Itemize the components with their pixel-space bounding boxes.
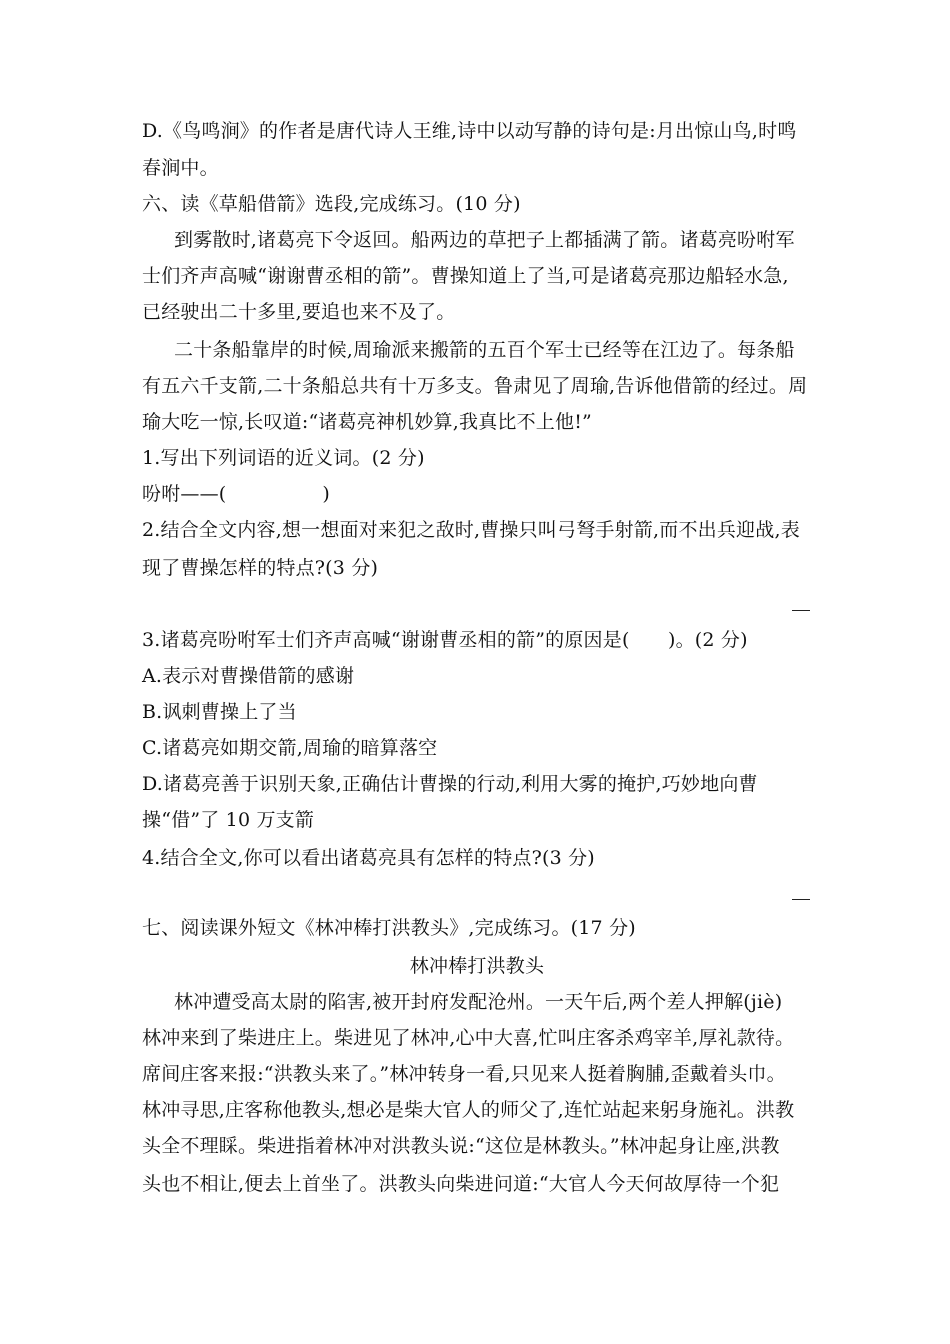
option-d-line-2: 春涧中。 xyxy=(142,157,219,179)
question-2-line-1: 2.结合全文内容,想一想面对来犯之敌时,曹操只叫弓弩手射箭,而不出兵迎战,表 xyxy=(142,519,800,541)
story-title: 林冲棒打洪教头 xyxy=(409,955,545,977)
question-3-option-a: A.表示对曹操借箭的感谢 xyxy=(142,665,355,687)
question-1-answer-blank[interactable]: 吩咐——( ) xyxy=(142,483,331,505)
question-3: 3.诸葛亮吩咐军士们齐声高喊“谢谢曹丞相的箭”的原因是( )。(2 分) xyxy=(142,629,748,651)
passage-2-line-3: 瑜大吃一惊,长叹道:“诸葛亮神机妙算,我真比不上他!” xyxy=(142,411,592,433)
passage-1-line-1: 到雾散时,诸葛亮下令返回。船两边的草把子上都插满了箭。诸葛亮吩咐军 xyxy=(174,229,795,251)
passage-2-line-2: 有五六千支箭,二十条船总共有十万多支。鲁肃见了周瑜,告诉他借箭的经过。周 xyxy=(142,375,808,397)
story-line-4: 林冲寻思,庄客称他教头,想必是柴大官人的师父了,连忙站起来躬身施礼。洪教 xyxy=(142,1099,795,1121)
story-line-3: 席间庄客来报:“洪教头来了。”林冲转身一看,只见来人挺着胸脯,歪戴着头巾。 xyxy=(142,1063,786,1085)
option-d-line-1: D.《鸟鸣涧》的作者是唐代诗人王维,诗中以动写静的诗句是:月出惊山鸟,时鸣 xyxy=(142,120,797,142)
question-4: 4.结合全文,你可以看出诸葛亮具有怎样的特点?(3 分) xyxy=(142,847,595,869)
story-line-5: 头全不理睬。柴进指着林冲对洪教头说:“这位是林教头。”林冲起身让座,洪教 xyxy=(142,1135,780,1157)
question-3-option-d-line-1: D.诸葛亮善于识别天象,正确估计曹操的行动,利用大雾的掩护,巧妙地向曹 xyxy=(142,773,758,795)
passage-1-line-2: 士们齐声高喊“谢谢曹丞相的箭”。曹操知道上了当,可是诸葛亮那边船轻水急, xyxy=(142,265,789,287)
question-3-option-d-line-2: 操“借”了 10 万支箭 xyxy=(142,809,315,831)
question-1: 1.写出下列词语的近义词。(2 分) xyxy=(142,447,425,469)
section-six-heading: 六、读《草船借箭》选段,完成练习。(10 分) xyxy=(142,193,521,215)
question-3-option-b: B.讽刺曹操上了当 xyxy=(142,701,297,723)
section-seven-heading: 七、阅读课外短文《林冲棒打洪教头》,完成练习。(17 分) xyxy=(142,917,636,939)
question-3-option-c: C.诸葛亮如期交箭,周瑜的暗算落空 xyxy=(142,737,438,759)
passage-1-line-3: 已经驶出二十多里,要追也来不及了。 xyxy=(142,301,456,323)
story-line-1: 林冲遭受高太尉的陷害,被开封府发配沧州。一天午后,两个差人押解(jiè) xyxy=(174,991,783,1013)
question-2-answer-line[interactable] xyxy=(792,610,810,611)
passage-2-line-1: 二十条船靠岸的时候,周瑜派来搬箭的五百个军士已经等在江边了。每条船 xyxy=(174,339,795,361)
question-4-answer-line[interactable] xyxy=(792,899,810,900)
question-2-line-2: 现了曹操怎样的特点?(3 分) xyxy=(142,557,379,579)
story-line-2: 林冲来到了柴进庄上。柴进见了林冲,心中大喜,忙叫庄客杀鸡宰羊,厚礼款待。 xyxy=(142,1027,795,1049)
story-line-6: 头也不相让,便去上首坐了。洪教头向柴进问道:“大官人今天何故厚待一个犯 xyxy=(142,1173,780,1195)
